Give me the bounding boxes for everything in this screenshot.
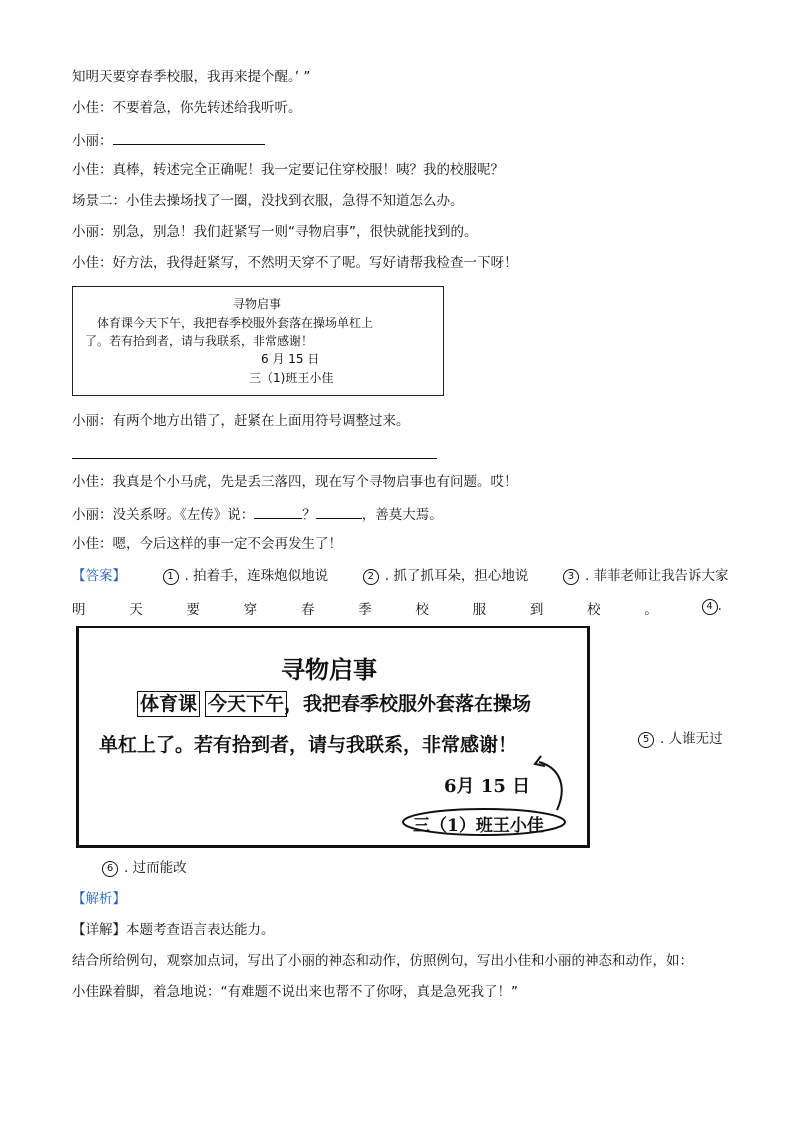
answer-char: 明 xyxy=(72,602,86,618)
answer-char: 到 xyxy=(529,602,544,618)
answer-char: 校 xyxy=(587,602,601,618)
answer-char: 穿 xyxy=(243,602,258,618)
notice-line: 体育课今天下午，我把春季校服外套落在操场单杠上 xyxy=(97,316,374,330)
dialogue-line: 小佳：嗯，今后这样的事一定不会再发生了！ xyxy=(72,536,342,552)
dialogue-line: 知明天要穿春季校服，我再来提个醒。’ ” xyxy=(72,69,311,85)
answer-line xyxy=(72,458,437,459)
analysis-text: 结合所给例句，观察加点词，写出了小丽的神态和动作，仿照例句，写出小佳和小丽的神态和动作，如： xyxy=(72,953,693,969)
notice-date: 6 月 15 日 xyxy=(261,352,320,366)
circled-number: 1 xyxy=(163,569,179,585)
notice-signer: 三（1)班王小佳 xyxy=(249,371,334,385)
corrected-notice-image xyxy=(76,626,590,848)
fig-text: ，我把春季校服外套落在操场 xyxy=(284,693,532,715)
answer-blank xyxy=(316,504,362,519)
circled-number: 4 xyxy=(702,599,718,615)
fig-date: 6月 15 日 xyxy=(444,776,531,797)
dialogue-text: 小丽：没关系呀。《左传》说： xyxy=(72,507,255,523)
answer-blank xyxy=(254,504,302,519)
answer-line-1 xyxy=(72,567,729,585)
dialogue-line: 小丽：有两个地方出错了，赶紧在上面用符号调整过来。 xyxy=(72,413,410,429)
speaker-label: 小丽： xyxy=(72,133,113,149)
fig-signer: 三（1）班王小佳 xyxy=(413,816,544,836)
answer-item-5 xyxy=(638,730,723,748)
analysis-label: 【解析】 xyxy=(72,891,126,907)
dialogue-line: 小丽：别急，别急！我们赶紧写一则“寻物启事”，很快就能找到的。 xyxy=(72,224,478,240)
dialogue-line: 小佳：不要着急，你先转述给我听听。 xyxy=(72,100,302,116)
answer-char: 春 xyxy=(300,602,315,618)
answer-char: 季 xyxy=(358,602,372,618)
answer-label: 【答案】 xyxy=(72,568,126,584)
notice-line: 了。若有拾到者，请与我联系，非常感谢！ xyxy=(85,334,314,348)
dialogue-line xyxy=(72,504,443,524)
notice-title: 寻物启事 xyxy=(233,297,282,311)
lost-notice-box xyxy=(72,286,444,396)
fig-text: 单杠上了。若有拾到者，请与我联系，非常感谢！ xyxy=(99,734,518,756)
answer-item: . 拍着手，连珠炮似地说 xyxy=(184,568,329,584)
answer-char: 。 xyxy=(644,602,658,618)
circled-number: 6 xyxy=(102,861,118,877)
fig-title: 寻物启事 xyxy=(281,655,377,684)
dialogue-line: 小佳：好方法，我得赶紧写，不然明天穿不了呢。写好请帮我检查一下呀！ xyxy=(72,255,518,271)
answer-char: 要 xyxy=(186,602,200,618)
fig-swapped-phrase: 今天下午 xyxy=(205,691,287,717)
circled-number: 2 xyxy=(363,569,379,585)
answer-char: 服 xyxy=(472,602,487,618)
circled-number: 5 xyxy=(638,732,654,748)
analysis-text: 小佳跺着脚，着急地说：“有难题不说出来也帮不了你呀，真是急死我了！” xyxy=(72,984,518,1000)
answer-item: . 菲菲老师让我告诉大家 xyxy=(584,568,729,584)
analysis-detail: 【详解】本题考查语言表达能力。 xyxy=(72,922,275,938)
dialogue-line xyxy=(72,130,265,150)
fig-swapped-phrase: 体育课 xyxy=(137,691,200,717)
answer-item: . 抓了抓耳朵，担心地说 xyxy=(384,568,529,584)
answer-item: . 人谁无过 xyxy=(660,731,723,747)
answer-char: 天 xyxy=(129,602,143,618)
dialogue-line: 场景二：小佳去操场找了一圈，没找到衣服，急得不知道怎么办。 xyxy=(72,193,464,209)
circled-number: 3 xyxy=(563,569,579,585)
answer-item-6 xyxy=(102,859,187,877)
answer-char: 校 xyxy=(415,602,429,618)
dialogue-text: ，善莫大焉。 xyxy=(361,507,443,523)
answer-line-2 xyxy=(72,598,722,618)
dialogue-line: 小佳：真棒，转述完全正确呢！我一定要记住穿校服！咦？我的校服呢？ xyxy=(72,162,504,178)
dialogue-text: ？ xyxy=(302,507,316,523)
answer-blank xyxy=(113,130,265,145)
answer-dot: . xyxy=(717,598,722,614)
dialogue-line: 小佳：我真是个小马虎，先是丢三落四，现在写个寻物启事也有问题。哎！ xyxy=(72,474,518,490)
answer-item-4 xyxy=(702,598,722,618)
answer-item: . 过而能改 xyxy=(124,860,187,876)
